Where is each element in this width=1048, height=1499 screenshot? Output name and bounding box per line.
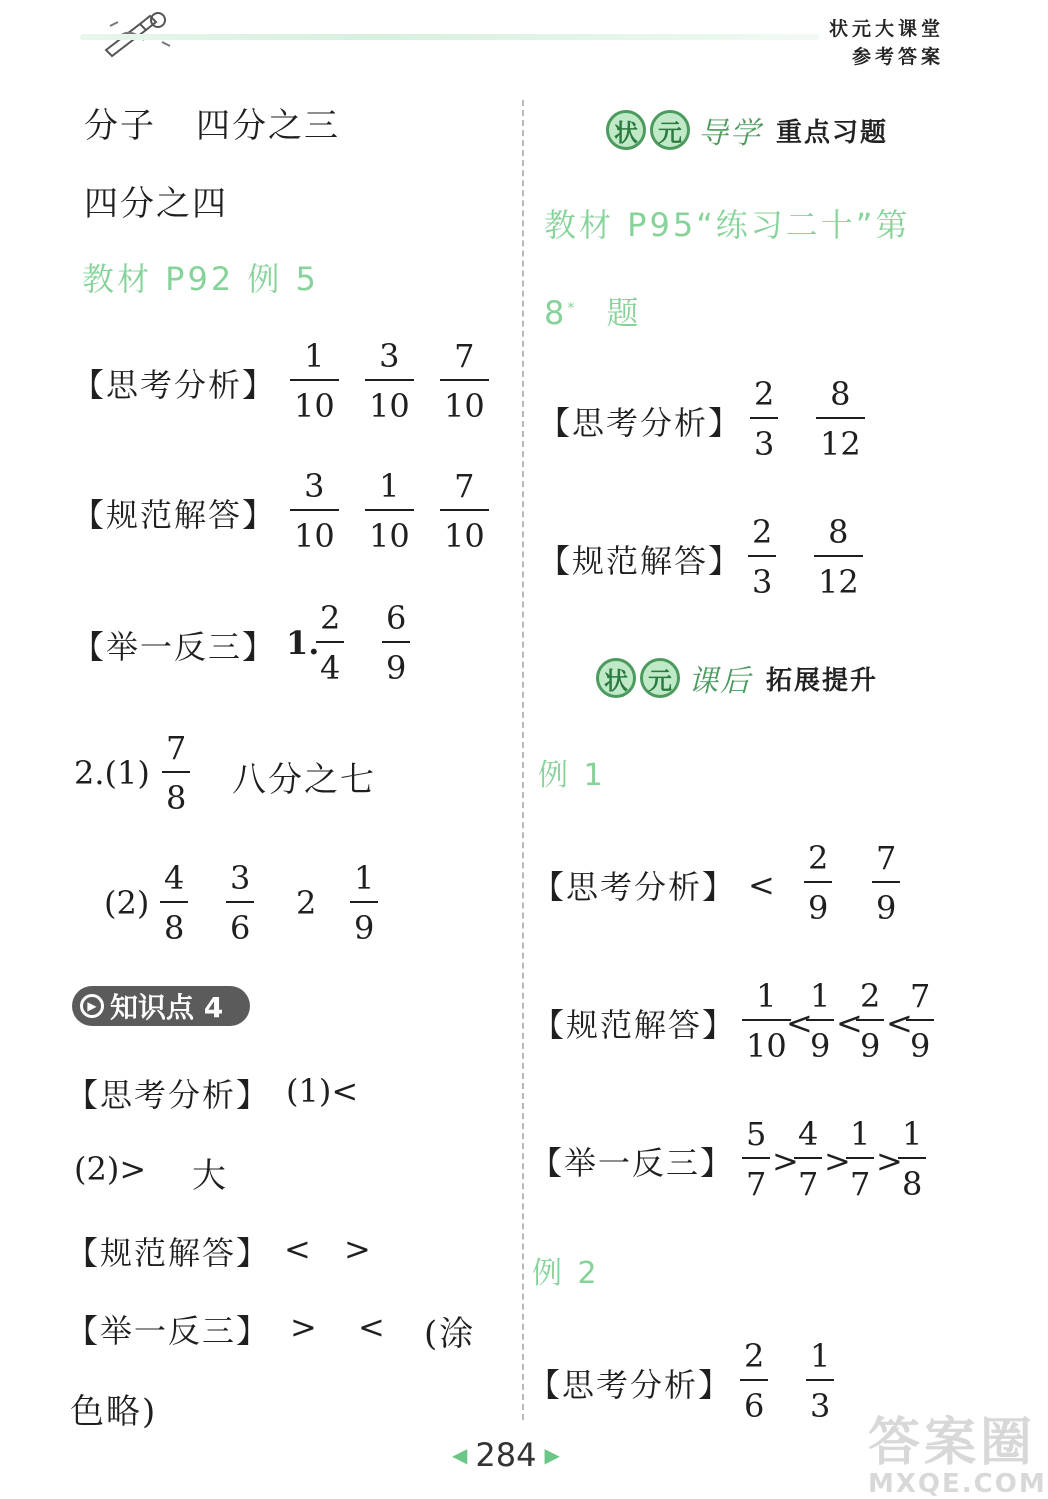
fraction: 1 3 [806,1340,834,1422]
fraction: 4 7 [794,1118,822,1200]
fraction: 3 10 [365,340,414,422]
fraction: 7 10 [440,340,489,422]
answer-text: 大 [192,1156,228,1196]
fraction-bar [382,641,410,643]
fraction-bar [162,771,190,773]
fraction: 1 10 [742,980,791,1062]
fraction-bar [290,379,339,381]
fraction-bar [806,1379,834,1381]
fraction: 8 12 [814,516,863,598]
think-analysis-label: 【思考分析】 [72,366,277,404]
fraction: 4 8 [160,862,188,944]
practice-label: 【举一反三】 [66,1312,271,1350]
think-analysis-label: 【思考分析】 [66,1076,271,1114]
section-heading-title: 拓展提升 [766,665,879,696]
fraction: 1 10 [290,340,339,422]
fraction-bar [740,1379,768,1381]
book-title: 状元大课堂 [828,18,944,40]
fraction-bar [856,1019,884,1021]
fraction: 1 9 [806,980,834,1062]
question-number: (2) [104,884,150,922]
fraction-bar [906,1019,934,1021]
section-title: 参考答案 [851,46,944,68]
question-number: 2.(1) [74,754,150,792]
answer-symbol: > [290,1308,317,1346]
column-divider [522,100,524,1420]
fraction: 7 10 [440,470,489,552]
fraction: 6 9 [382,602,410,684]
think-analysis-label: 【思考分析】 [532,868,737,906]
section-heading-after-class [596,656,878,700]
fraction-bar [846,1157,874,1159]
fraction: 1 9 [350,862,378,944]
fraction-bar [365,509,414,511]
fraction: 7 8 [162,732,190,814]
fraction-bar [290,509,339,511]
fraction-bar [742,1019,791,1021]
think-analysis-label: 【思考分析】 [538,404,743,442]
fraction-bar [898,1157,926,1159]
section-heading-green: 导学 [698,116,762,151]
yuan-bubble: 元 [640,658,680,698]
answer-text: (1)< [286,1072,359,1110]
fraction-bar [814,555,863,557]
comparison-symbol: > [824,1142,851,1180]
fraction: 5 7 [742,1118,770,1200]
fraction: 7 9 [906,980,934,1062]
page-number: ◀ 284 ▶ [452,1436,560,1474]
comparison-symbol: > [772,1142,799,1180]
zhuang-bubble: 状 [606,110,646,150]
fraction-bar [440,379,489,381]
fraction-bar [748,555,776,557]
fraction: 3 10 [290,470,339,552]
fraction-bar [160,901,188,903]
fraction: 3 6 [226,862,254,944]
answer-symbol: < [748,866,775,904]
fraction: 7 9 [872,842,900,924]
answer-text: 色略) [70,1392,158,1432]
fraction-bar [872,881,900,883]
header-decoration [80,34,820,40]
fraction: 1 8 [898,1118,926,1200]
section-heading-guide [606,108,888,152]
fraction-bar [226,901,254,903]
fraction: 2 3 [750,378,778,460]
triangle-left-icon: ◀ [452,1443,468,1467]
section-heading-green: 课后 [688,664,752,699]
section-heading-title: 重点习题 [776,117,889,148]
answer-symbol: < [284,1230,311,1268]
comparison-symbol: > [876,1142,903,1180]
answer-symbol: < [358,1308,385,1346]
answer-text: 四分之四 [84,184,228,224]
comparison-symbol: < [886,1004,913,1042]
think-analysis-label: 【思考分析】 [528,1366,733,1404]
answer-text: 八分之七 [232,760,376,800]
fraction: 2 6 [740,1340,768,1422]
fraction: 2 9 [804,842,832,924]
standard-answer-label: 【规范解答】 [538,542,743,580]
example-heading: 例 1 [538,758,606,793]
fraction-bar [365,379,414,381]
fraction-bar [440,509,489,511]
fraction: 2 9 [856,980,884,1062]
textbook-reference: 8* 题 [544,294,642,332]
answer-text: 分子 [84,106,156,146]
fraction-bar [806,1019,834,1021]
fraction-bar [816,417,865,419]
practice-label: 【举一反三】 [72,628,277,666]
knowledge-point-label: 知识点 4 [110,991,224,1024]
comparison-symbol: < [786,1004,813,1042]
answer-text: (涂 [424,1314,476,1354]
answer-text: (2)> [74,1150,147,1188]
fraction: 1 10 [365,470,414,552]
fraction-bar [316,641,344,643]
knowledge-point-badge [72,986,250,1026]
textbook-reference: 教材 P92 例 5 [82,260,319,298]
fraction: 2 3 [748,516,776,598]
arrow-circle-icon: ▶ [80,994,104,1018]
fraction-bar [794,1157,822,1159]
fraction-bar [350,901,378,903]
textbook-reference: 教材 P95“练习二十”第 [544,206,911,244]
watermark: 答案圈 MXQE.COM [868,1413,1047,1499]
zhuang-bubble: 状 [596,658,636,698]
answer-number: 2 [296,884,317,922]
fraction: 1 7 [846,1118,874,1200]
answer-text: 四分之三 [196,106,340,146]
example-heading: 例 2 [532,1256,600,1291]
comparison-symbol: < [836,1004,863,1042]
answer-symbol: > [344,1230,371,1268]
fraction: 8 12 [816,378,865,460]
fraction-bar [742,1157,770,1159]
fraction-bar [804,881,832,883]
standard-answer-label: 【规范解答】 [66,1234,271,1272]
question-number: 1. [286,624,320,662]
yuan-bubble: 元 [650,110,690,150]
standard-answer-label: 【规范解答】 [532,1006,737,1044]
fraction-bar [750,417,778,419]
practice-label: 【举一反三】 [530,1144,735,1182]
fraction: 2 4 [316,602,344,684]
standard-answer-label: 【规范解答】 [72,496,277,534]
triangle-right-icon: ▶ [544,1443,560,1467]
